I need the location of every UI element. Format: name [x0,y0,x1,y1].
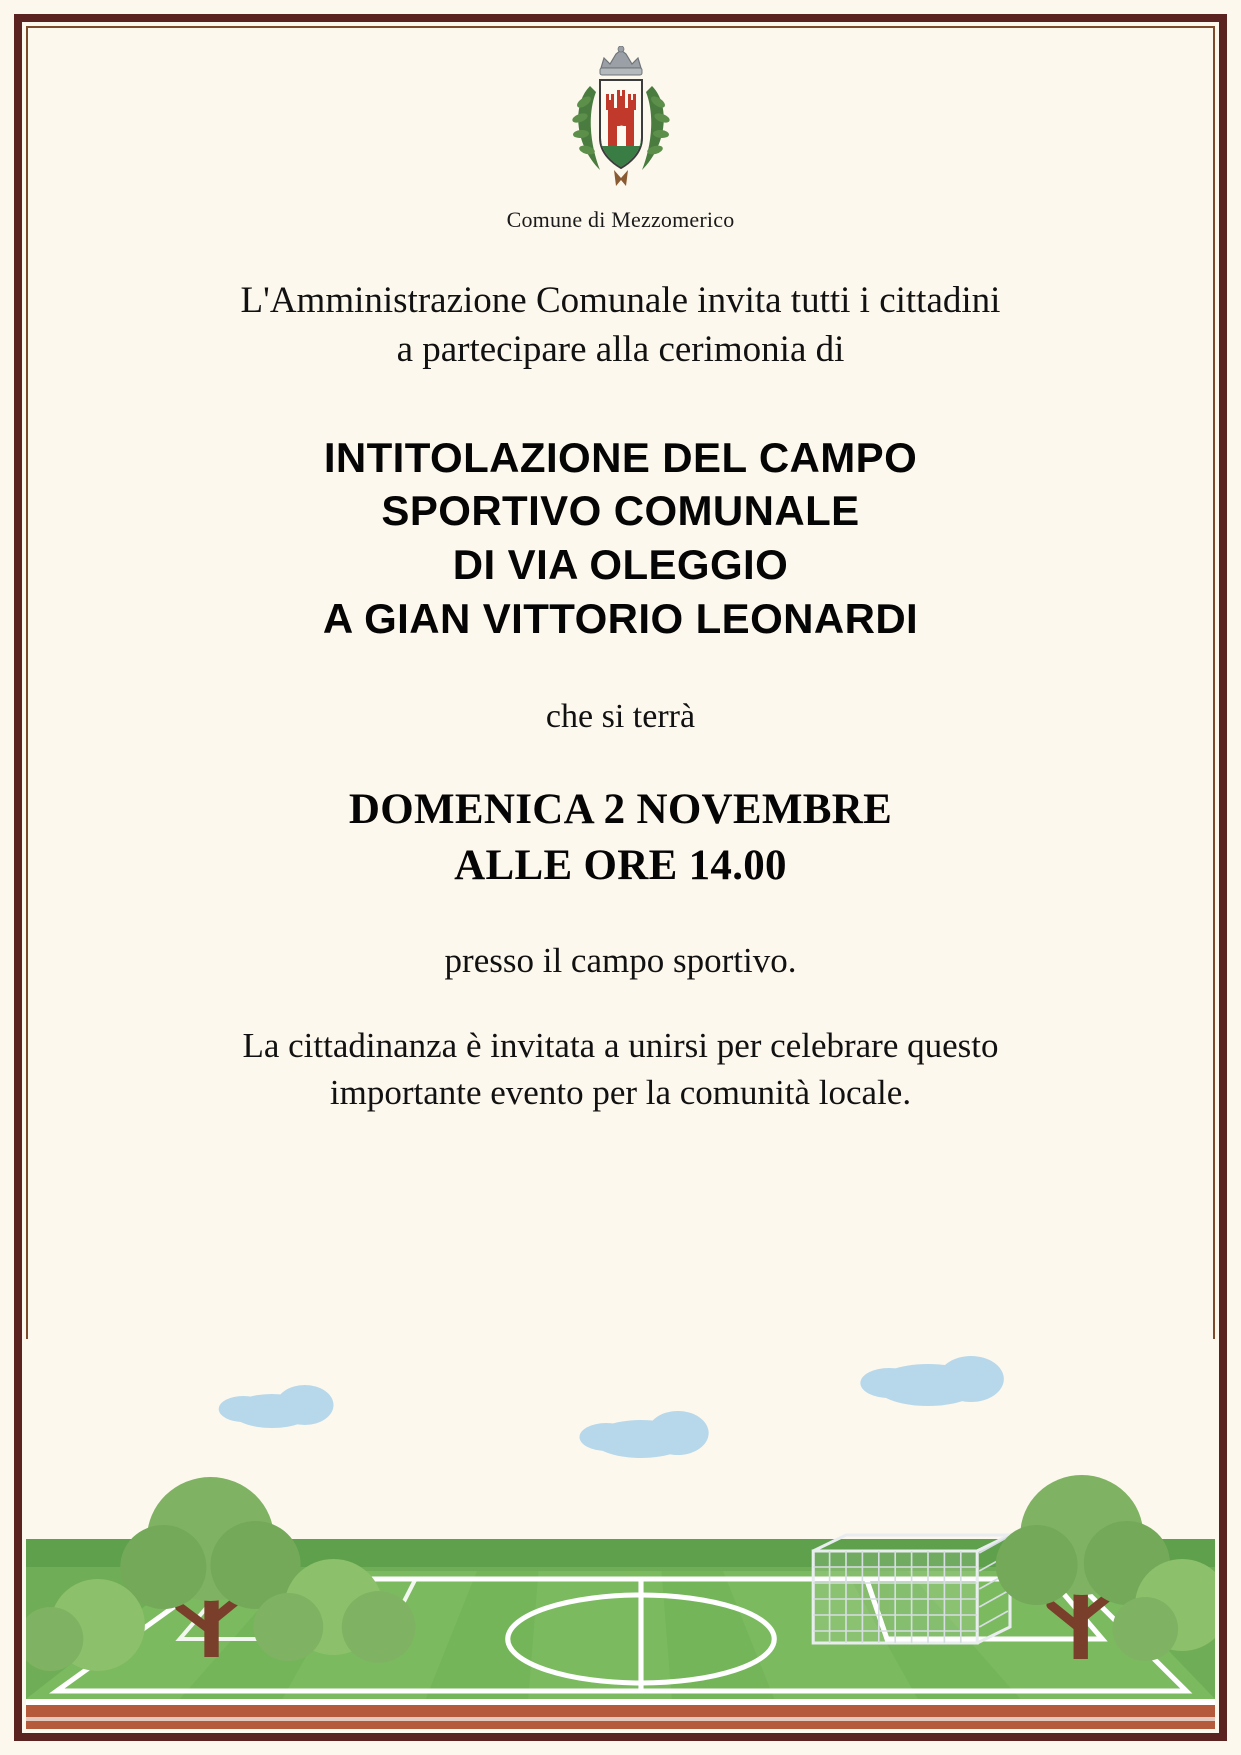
invitation-line-2: a partecipare alla cerimonia di [396,328,845,370]
sports-field-illustration [26,1339,1215,1729]
closing-line-2: importante evento per la comunità locale. [329,1073,912,1113]
crest-caption: Comune di Mezzomerico [506,207,735,232]
closing-block [40,1023,1201,1117]
title-line-4: A GIAN VITTORIO LEONARDI [322,594,919,642]
invitation-line-1: L'Amministrazione Comunale invita tutti i cittadini [240,280,1001,321]
event-date: DOMENICA 2 NOVEMBRE [348,785,893,833]
crest-block [40,36,1201,233]
coat-of-arms-icon [556,46,686,196]
title-line-2: SPORTIVO COMUNALE [381,487,860,535]
event-time: ALLE ORE 14.00 [454,841,787,889]
event-date-block [40,782,1201,894]
closing-line-1: La cittadinanza è invitata a unirsi per celebrare questo [242,1026,999,1066]
page-title [40,431,1201,646]
event-subtitle: che si terrà [545,697,696,735]
event-place: presso il campo sportivo. [444,941,797,981]
title-line-3: DI VIA OLEGGIO [452,541,789,589]
title-line-1: INTITOLAZIONE DEL CAMPO [323,433,918,481]
invitation-block [40,277,1201,375]
